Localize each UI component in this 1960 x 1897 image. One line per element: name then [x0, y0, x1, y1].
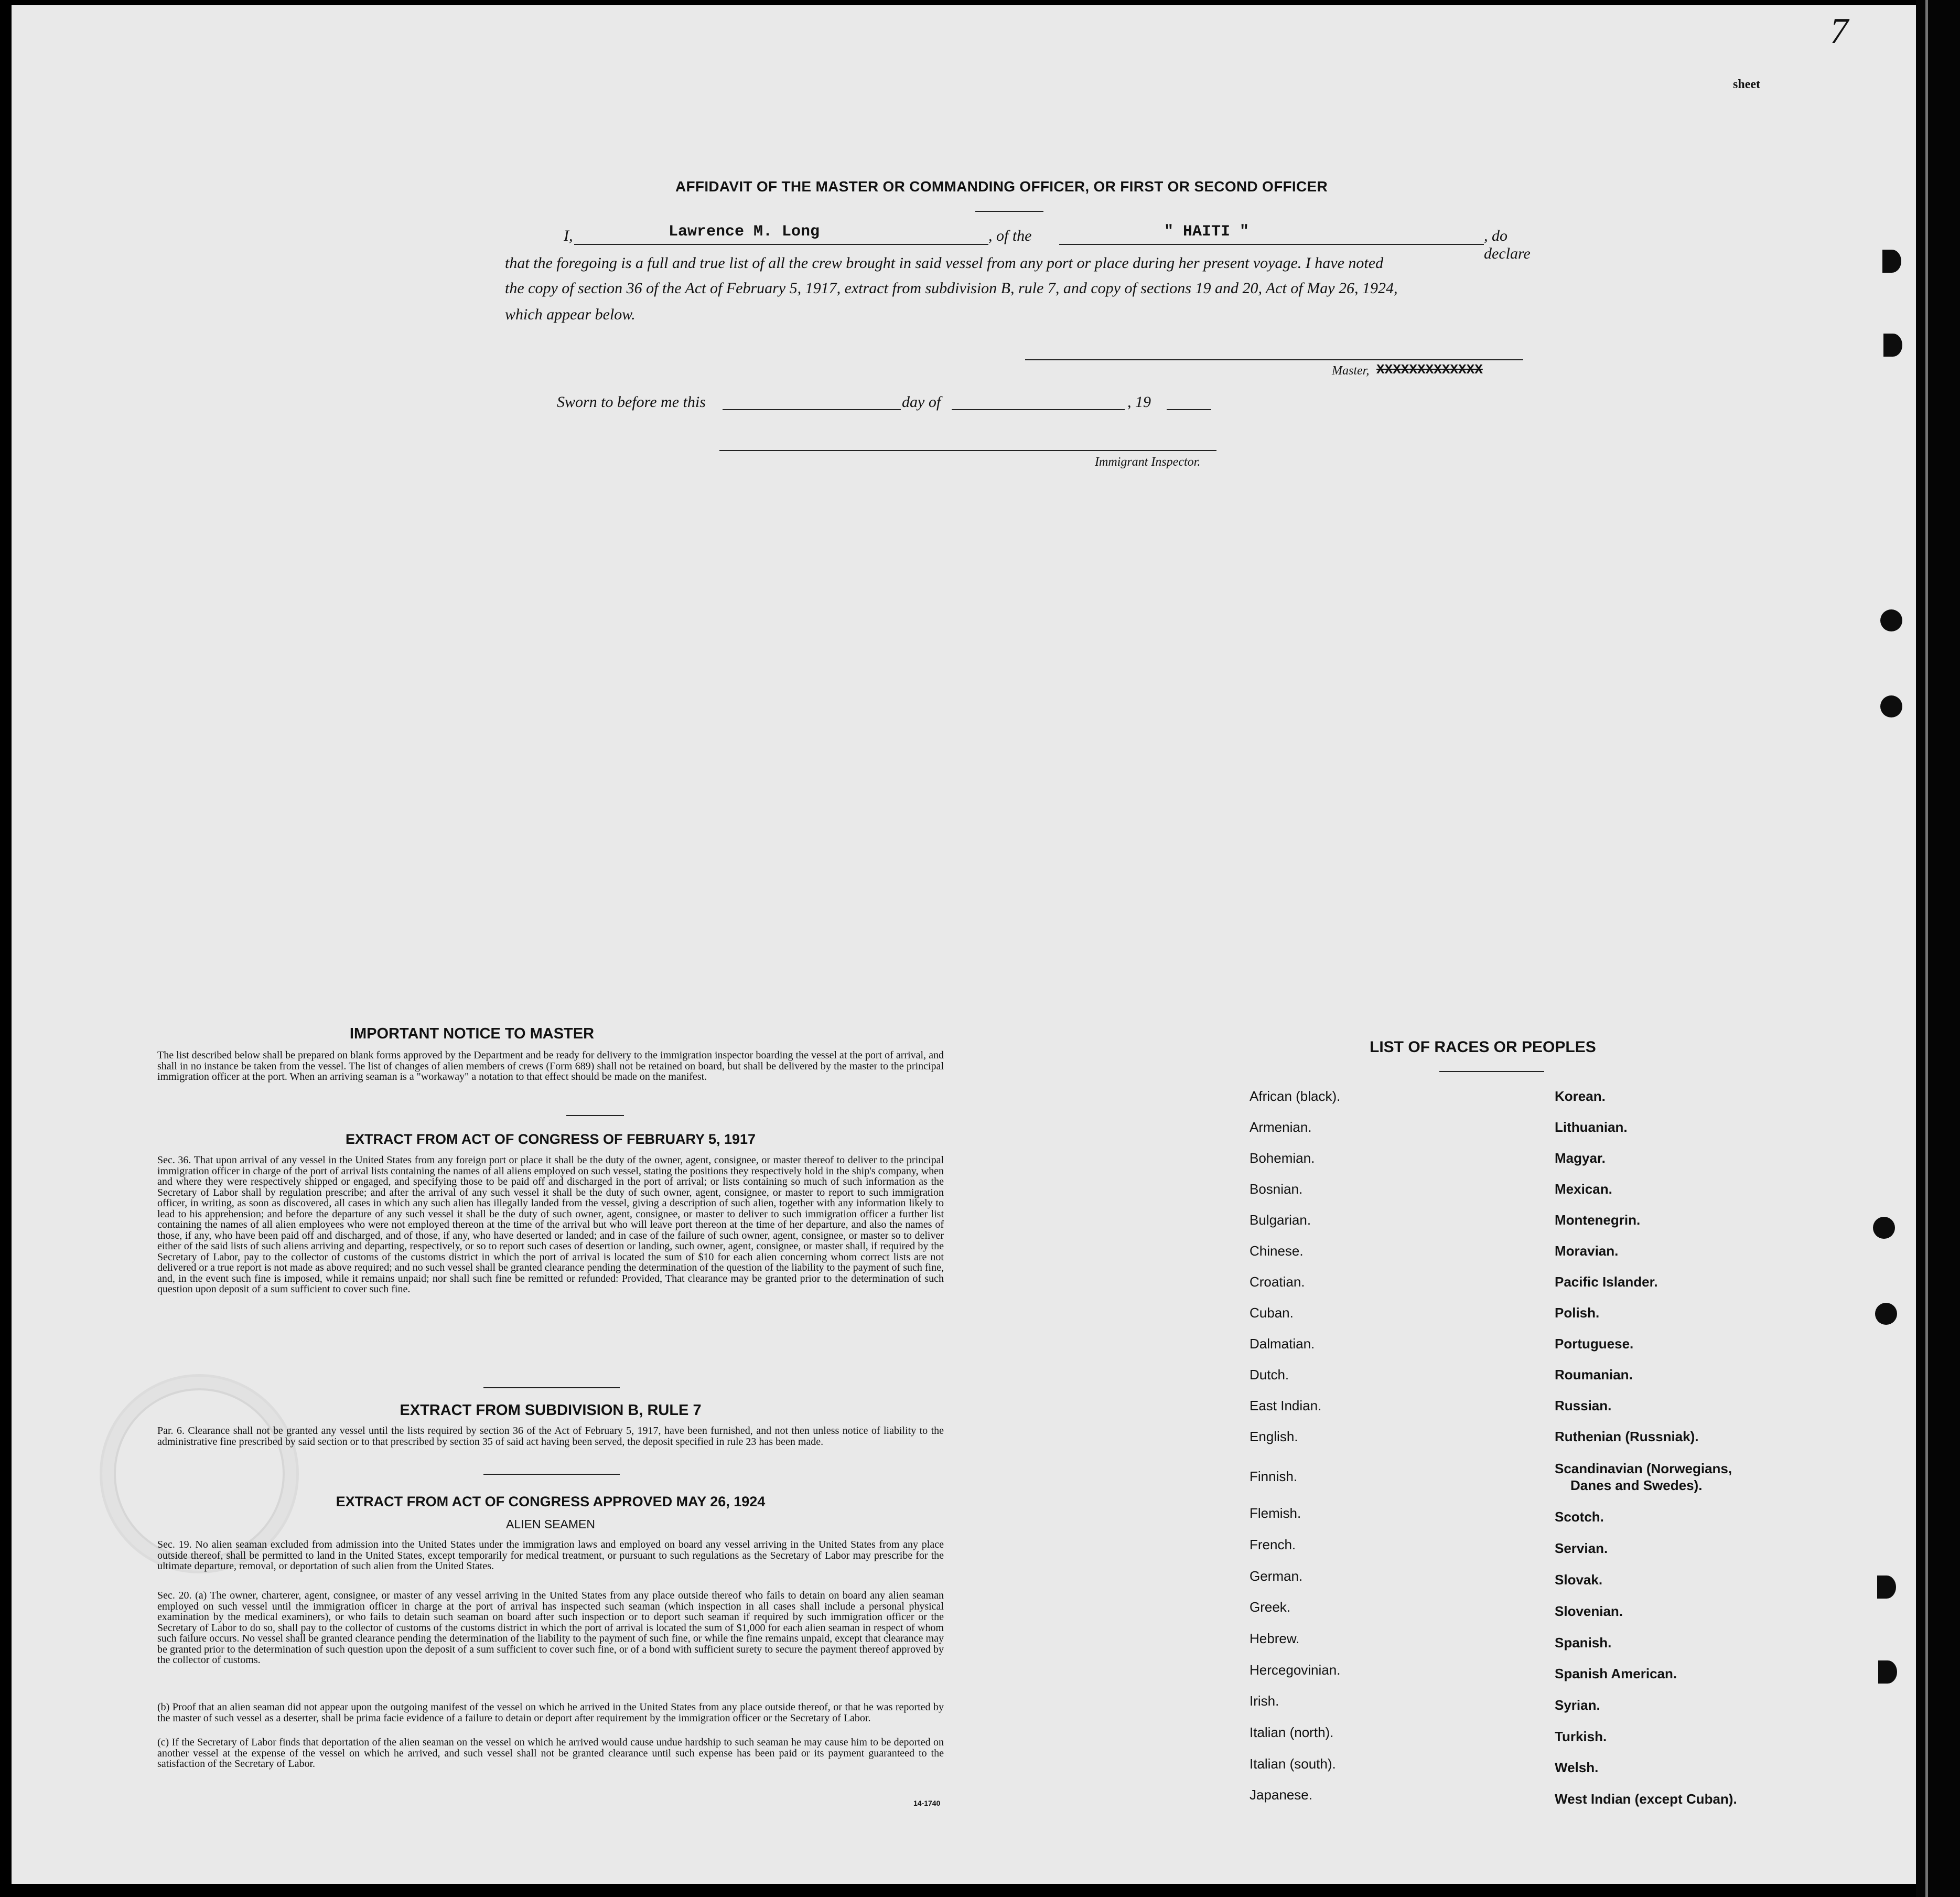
affidavit-body-line3: which appear below.: [505, 306, 636, 323]
punch-hole: [1883, 334, 1902, 357]
race-left-item: Dalmatian.: [1250, 1336, 1315, 1352]
race-right-item: Portuguese.: [1555, 1336, 1634, 1352]
race-right-item: Slovak.: [1555, 1572, 1603, 1588]
race-left-item: English.: [1250, 1429, 1298, 1444]
sheet-label: sheet: [1733, 78, 1760, 91]
race-left-item: Cuban.: [1250, 1305, 1294, 1321]
race-left-item: Dutch.: [1250, 1367, 1289, 1382]
race-right-item: Danes and Swedes).: [1570, 1477, 1703, 1493]
punch-hole: [1880, 609, 1902, 631]
punch-hole: [1882, 250, 1901, 273]
race-right-item: Syrian.: [1555, 1697, 1600, 1713]
race-right-item: Spanish.: [1555, 1635, 1612, 1651]
race-left-item: Irish.: [1250, 1693, 1279, 1709]
race-right-item: West Indian (except Cuban).: [1555, 1791, 1737, 1807]
race-left-item: Hercegovinian.: [1250, 1662, 1341, 1678]
subdivision-b-body: Par. 6. Clearance shall not be granted any vessel until the lists required by section 36 of the Act of February 5, 1917, have been furnished, and not then unless notice of liability to the administrative fine prescribed by said section or to that prescribed by section 35 of said act having been served, the deposit specified in rule 23 has been made.: [157, 1425, 944, 1448]
inspector-signature-line: [719, 450, 1216, 451]
race-left-item: Italian (south).: [1250, 1756, 1336, 1772]
page-number: 7: [1830, 11, 1848, 51]
extract-1917-title: EXTRACT FROM ACT OF CONGRESS OF FEBRUARY 5, 1917: [345, 1131, 756, 1147]
year-label: , 19: [1127, 393, 1151, 411]
sworn-label: Sworn to before me this: [557, 393, 706, 411]
inspector-label: Immigrant Inspector.: [1095, 455, 1201, 469]
race-right-item: Russian.: [1555, 1398, 1612, 1413]
races-title: LIST OF RACES OR PEOPLES: [1370, 1038, 1596, 1056]
affidavit-body-line1: that the foregoing is a full and true list of all the crew brought in said vessel from any port or place during her present voyage. I have noted: [505, 254, 1384, 272]
sec20c-body: (c) If the Secretary of Labor finds that deportation of the alien seaman on the vessel on which he arrived would cause undue hardship to such seaman he may cause him to be deported on another vessel at the expense of the vessel on which he arrived, and such vessel shall not be granted clearance until such expense has been paid or its payment guaranteed to the satisfaction of the Secretary of Labor.: [157, 1737, 944, 1770]
race-right-item: Pacific Islander.: [1555, 1274, 1658, 1290]
race-right-item: Slovenian.: [1555, 1603, 1623, 1619]
do-declare-label: , do declare: [1484, 227, 1531, 262]
page-edge: [1916, 0, 1960, 1897]
race-left-item: Hebrew.: [1250, 1631, 1300, 1646]
punch-hole: [1880, 695, 1902, 717]
master-label: Master,: [1332, 364, 1370, 378]
race-left-item: German.: [1250, 1568, 1303, 1584]
subdivision-b-title: EXTRACT FROM SUBDIVISION B, RULE 7: [400, 1402, 702, 1419]
race-right-item: Lithuanian.: [1555, 1119, 1628, 1135]
day-of-label: day of: [902, 393, 941, 411]
race-right-item: Scotch.: [1555, 1509, 1604, 1525]
master-name-field: Lawrence M. Long: [669, 223, 820, 241]
race-left-item: Flemish.: [1250, 1505, 1301, 1521]
alien-seamen-subtitle: ALIEN SEAMEN: [506, 1517, 595, 1531]
punch-hole: [1877, 1576, 1896, 1599]
races-title-rule: [1439, 1071, 1544, 1072]
race-left-item: Bosnian.: [1250, 1181, 1303, 1197]
race-left-item: East Indian.: [1250, 1398, 1322, 1413]
race-left-item: Bohemian.: [1250, 1150, 1315, 1166]
race-left-item: Croatian.: [1250, 1274, 1305, 1290]
race-right-item: Scandinavian (Norwegians,: [1555, 1461, 1732, 1476]
extract-1924-title: EXTRACT FROM ACT OF CONGRESS APPROVED MAY 26, 1924: [336, 1494, 766, 1509]
i-label: I,: [564, 227, 573, 244]
race-right-item: Ruthenian (Russniak).: [1555, 1429, 1699, 1444]
race-right-item: Spanish American.: [1555, 1666, 1677, 1681]
race-left-item: Finnish.: [1250, 1469, 1298, 1484]
of-the-label: , of the: [988, 227, 1032, 244]
race-left-item: African (black).: [1250, 1088, 1341, 1104]
race-left-item: Japanese.: [1250, 1787, 1312, 1803]
affidavit-body-line2: the copy of section 36 of the Act of February 5, 1917, extract from subdivision B, rule 7, and copy of sections 19 and 20, Act of May 26, 1924,: [505, 280, 1398, 297]
notice-body: The list described below shall be prepared on blank forms approved by the Department and be ready for delivery to the immigration inspector boarding the vessel at the port of arrival, and shall in no instance be taken from the vessel. The list of changes of alien members of crews (Form 689) shall not be retained on board, but shall be delivered by the master to the principal immigration officer at the port. When an arriving seaman is a "workaway" a notation to that effect should be made on the manifest.: [157, 1049, 944, 1083]
sec20b-body: (b) Proof that an alien seaman did not appear upon the outgoing manifest of the vessel on which he arrived in the United States from any place outside thereof, or that he was reported by the master of such vessel as a deserter, shall be prima facie evidence of a failure to detain or deport after requirement by the immigration officer or the Secretary of Labor.: [157, 1701, 944, 1724]
vessel-name-field: " HAITI ": [1164, 223, 1250, 241]
affidavit-declaration-line: [564, 223, 1531, 262]
race-right-item: Mexican.: [1555, 1181, 1612, 1197]
race-left-item: Greek.: [1250, 1599, 1291, 1615]
notice-title: IMPORTANT NOTICE TO MASTER: [349, 1025, 595, 1042]
sec20a-body: Sec. 20. (a) The owner, charterer, agent, consignee, or master of any vessel arriving in the United States from any place outside thereof who fails to detain on board any alien seaman employed on such vessel until the immigration officer in charge at the port of arrival has inspected such seaman (which inspection in all cases shall include a personal physical examination by the medical examiners), or who fails to detain such seaman on board after such inspection or to deport such seaman if required by such immigration officer or the Secretary of Labor to do so, shall pay to the collector of customs of the customs district in which the port of arrival is located the sum of $1,000 for each alien seaman in respect of whom such failure occurs. No vessel shall be granted clearance pending the determination of the liability to the payment of such fine, or while the fine remains unpaid, except that clearance may be granted prior to the determination of such question upon the deposit of a sum sufficient to cover such fine, or of a bond with sufficient surety to secure the payment thereof approved by the collector of customs.: [157, 1590, 944, 1666]
affidavit-title: AFFIDAVIT OF THE MASTER OR COMMANDING OFFICER, OR FIRST OR SECOND OFFICER: [675, 178, 1328, 195]
race-left-item: Bulgarian.: [1250, 1212, 1311, 1228]
punch-hole: [1873, 1217, 1895, 1239]
master-signature-line: [1025, 359, 1523, 360]
race-right-item: Magyar.: [1555, 1150, 1606, 1166]
race-right-item: Montenegrin.: [1555, 1212, 1641, 1228]
race-left-item: Armenian.: [1250, 1119, 1312, 1135]
race-right-item: Roumanian.: [1555, 1367, 1633, 1382]
race-right-item: Turkish.: [1555, 1729, 1607, 1744]
short-rule: [975, 211, 1043, 212]
race-right-item: Servian.: [1555, 1540, 1608, 1556]
sec19-body: Sec. 19. No alien seaman excluded from admission into the United States under the immigration laws and employed on board any vessel arriving in the United States from any place outside thereof, shall be permitted to land in the United States, except temporarily for medical treatment, or pursuant to such regulations as the Secretary of Labor may prescribe for the ultimate departure, removal, or deportation of such alien from the United States.: [157, 1539, 944, 1572]
race-right-item: Welsh.: [1555, 1760, 1599, 1775]
extract-1917-body: Sec. 36. That upon arrival of any vessel in the United States from any foreign port or place it shall be the duty of the owner, agent, consignee, or master thereof to deliver to the principal immigration officer in charge of the port of arrival lists containing the names of all aliens employed on such vessel, stating the positions they respectively hold in the ship's company, when and where they were respectively shipped or engaged, and specifying those to be paid off and discharged in the port of arrival; or lists containing so much of such information as the Secretary of Labor shall by regulation prescribe; and after the arrival of any such vessel it shall be the duty of such owner, agent, consignee, or master to report to such immigration officer, in writing, as soon as discovered, all cases in which any such alien has illegally landed from the vessel, giving a description of such alien, together with any information likely to lead to his apprehension; and before the departure of any such vessel it shall be the duty of such owner, agent, consignee, or master to deliver to such immigration officer a further list containing the names of all alien employees who were not employed thereon at the time of the arrival but who will leave port thereon at the time of her departure, and also the names of those, if any, who have been paid off and discharged, and of those, if any, who have deserted or landed; and in case of the failure of such owner, agent, consignee, or master so to deliver either of the said lists of such aliens arriving and departing, respectively, or so to report such cases of desertion or landing, such owner, agent, consignee, or master shall, if required by the Secretary of Labor, pay to the collector of customs of the customs district in which the port of arrival is located the sum of $10 for each alien concerning whom correct lists are not delivered or a true report is not made as above required; and no such vessel shall be granted clearance pending the determination of the question of the liability to the payment of such fine, and, in the event such fine is imposed, while it remains unpaid; nor shall such fine be remitted or refunded: Provided, That clearance may be granted prior to the determination of such question upon deposit of a sum sufficient to cover such fine.: [157, 1154, 944, 1295]
punch-hole: [1875, 1303, 1897, 1325]
form-number: 14-1740: [913, 1799, 941, 1807]
race-left-item: French.: [1250, 1537, 1296, 1552]
race-right-item: Polish.: [1555, 1305, 1600, 1321]
struck-text: XXXXXXXXXXXXX: [1376, 362, 1483, 378]
race-right-item: Korean.: [1555, 1088, 1606, 1104]
race-left-item: Chinese.: [1250, 1243, 1304, 1259]
race-left-item: Italian (north).: [1250, 1724, 1334, 1740]
punch-hole: [1878, 1660, 1897, 1684]
race-right-item: Moravian.: [1555, 1243, 1619, 1259]
